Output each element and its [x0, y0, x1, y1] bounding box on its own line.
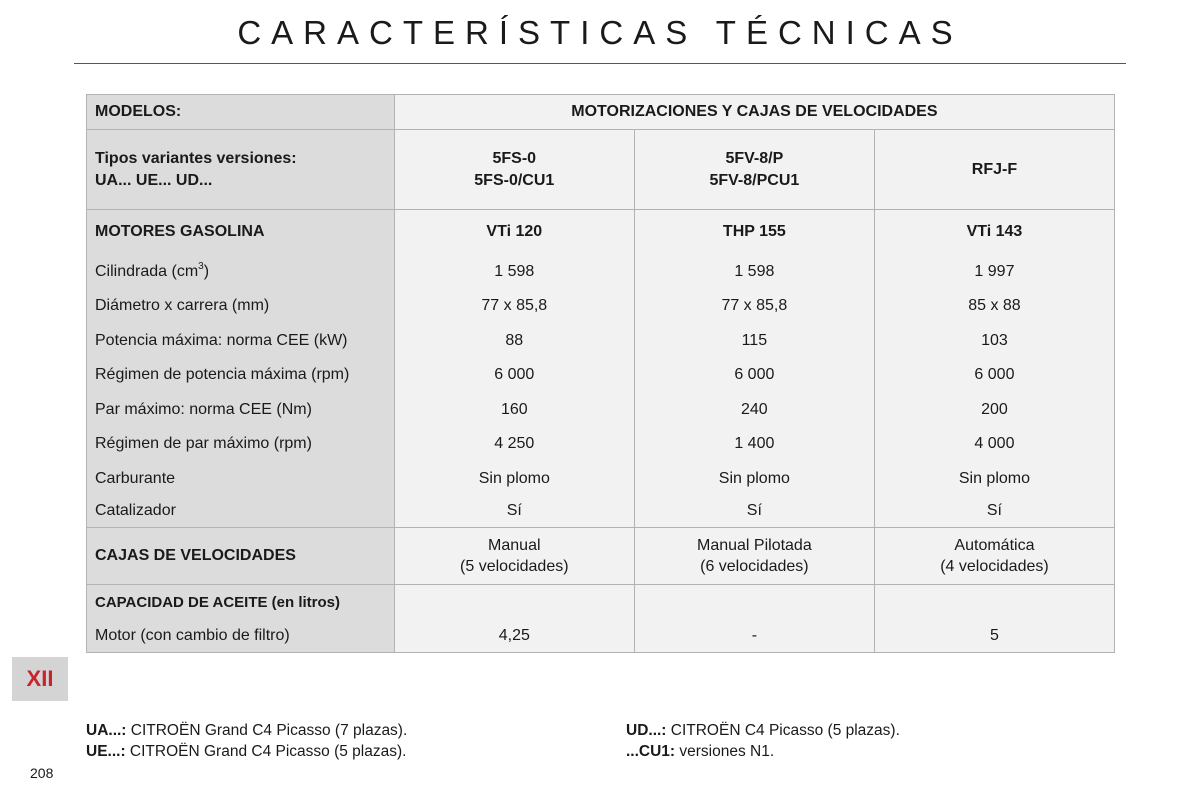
cell-value: 1 997	[874, 255, 1114, 289]
cell-value: 6 000	[874, 358, 1114, 393]
table-row	[87, 393, 1115, 427]
cell-value: Sí	[394, 496, 634, 528]
footnote-text: CITROËN Grand C4 Picasso (5 plazas).	[125, 743, 407, 760]
cell-value: 4,25	[394, 621, 634, 653]
cell-empty	[874, 585, 1114, 621]
superscript: 3	[198, 260, 204, 272]
cell-value: Sí	[634, 496, 874, 528]
footnote	[86, 741, 407, 762]
variant-col-1	[394, 130, 634, 210]
table-row	[87, 358, 1115, 393]
variant-col-2	[634, 130, 874, 210]
gearbox-col-3	[874, 528, 1114, 585]
table-header-row	[87, 95, 1115, 130]
footnotes-right	[626, 720, 900, 762]
footnote-text: versiones N1.	[675, 743, 775, 760]
engine-col-2: THP 155	[634, 210, 874, 255]
cell-value: 103	[874, 324, 1114, 358]
engine-col-3: VTi 143	[874, 210, 1114, 255]
engines-row	[87, 210, 1115, 255]
row-label-end: )	[203, 262, 210, 280]
gearbox-label: CAJAS DE VELOCIDADES	[87, 528, 395, 585]
variant-col-2-line2: 5FV-8/PCU1	[709, 171, 800, 189]
cell-value: 240	[634, 393, 874, 427]
row-label-text: Cilindrada (cm	[95, 262, 199, 280]
gearbox-speeds: (6 velocidades)	[700, 557, 809, 575]
cell-value: Sin plomo	[874, 462, 1114, 496]
cell-value: 4 250	[394, 427, 634, 462]
oil-capacity-label: CAPACIDAD DE ACEITE (en litros)	[87, 585, 395, 621]
footnote-key: ...CU1:	[626, 743, 676, 760]
cell-value: Sin plomo	[634, 462, 874, 496]
gearbox-col-2	[634, 528, 874, 585]
row-label-torque-rpm: Régimen de par máximo (rpm)	[87, 427, 395, 462]
gearbox-row	[87, 528, 1115, 585]
row-label-max-power: Potencia máxima: norma CEE (kW)	[87, 324, 395, 358]
row-label-displacement	[87, 255, 395, 289]
table-row	[87, 255, 1115, 289]
footnote	[626, 741, 900, 762]
footnote-text: CITROËN C4 Picasso (5 plazas).	[666, 722, 900, 739]
gearbox-speeds: (5 velocidades)	[460, 557, 569, 575]
chapter-tab: XII	[12, 657, 68, 701]
cell-value: 160	[394, 393, 634, 427]
cell-empty	[394, 585, 634, 621]
gearbox-type: Automática	[954, 536, 1035, 554]
cell-value: 1 598	[394, 255, 634, 289]
cell-value: Sin plomo	[394, 462, 634, 496]
row-label-power-rpm: Régimen de potencia máxima (rpm)	[87, 358, 395, 393]
footnote	[626, 720, 900, 741]
table-row	[87, 496, 1115, 528]
footnote-text: CITROËN Grand C4 Picasso (7 plazas).	[126, 722, 408, 739]
row-label-catalyst: Catalizador	[87, 496, 395, 528]
variants-label-line1: Tipos variantes versiones:	[95, 149, 297, 167]
cell-empty	[634, 585, 874, 621]
cell-value: 6 000	[634, 358, 874, 393]
variant-col-3: RFJ-F	[874, 130, 1114, 210]
variant-col-1-line2: 5FS-0/CU1	[474, 171, 555, 189]
cell-value: 5	[874, 621, 1114, 653]
gearbox-speeds: (4 velocidades)	[940, 557, 1049, 575]
footnote-key: UA...:	[86, 722, 127, 739]
variant-col-2-line1: 5FV-8/P	[725, 149, 784, 167]
cell-value: 77 x 85,8	[394, 289, 634, 324]
cell-value: 88	[394, 324, 634, 358]
gearbox-type: Manual	[488, 536, 541, 554]
engine-col-1: VTi 120	[394, 210, 634, 255]
variant-col-1-line1: 5FS-0	[492, 149, 537, 167]
table-row	[87, 324, 1115, 358]
cell-value: 77 x 85,8	[634, 289, 874, 324]
table-row	[87, 289, 1115, 324]
cell-value: 4 000	[874, 427, 1114, 462]
oil-row-label: Motor (con cambio de filtro)	[87, 621, 395, 653]
variants-label	[87, 130, 395, 210]
page-number: 208	[30, 765, 54, 781]
engines-label: MOTORES GASOLINA	[87, 210, 395, 255]
gearbox-col-1	[394, 528, 634, 585]
footnote	[86, 720, 407, 741]
variants-label-line2: UA... UE... UD...	[95, 171, 213, 189]
variants-row	[87, 130, 1115, 210]
table-row	[87, 462, 1115, 496]
oil-row	[87, 621, 1115, 653]
footnotes-left	[86, 720, 407, 762]
footnote-key: UE...:	[86, 743, 126, 760]
gearbox-type: Manual Pilotada	[696, 536, 812, 554]
cell-value: 85 x 88	[874, 289, 1114, 324]
cell-value: 200	[874, 393, 1114, 427]
cell-value: 6 000	[394, 358, 634, 393]
models-header: MODELOS:	[87, 95, 395, 130]
row-label-fuel: Carburante	[87, 462, 395, 496]
cell-value: -	[634, 621, 874, 653]
page-title: CARACTERÍSTICAS TÉCNICAS	[237, 14, 963, 51]
group-header: MOTORIZACIONES Y CAJAS DE VELOCIDADES	[394, 95, 1114, 130]
row-label-max-torque: Par máximo: norma CEE (Nm)	[87, 393, 395, 427]
table-row	[87, 427, 1115, 462]
cell-value: 115	[634, 324, 874, 358]
cell-value: 1 598	[634, 255, 874, 289]
oil-header-row	[87, 585, 1115, 621]
row-label-bore-stroke: Diámetro x carrera (mm)	[87, 289, 395, 324]
title-divider	[74, 63, 1126, 64]
cell-value: 1 400	[634, 427, 874, 462]
spec-table	[86, 94, 1115, 653]
footnote-key: UD...:	[626, 722, 667, 739]
cell-value: Sí	[874, 496, 1114, 528]
